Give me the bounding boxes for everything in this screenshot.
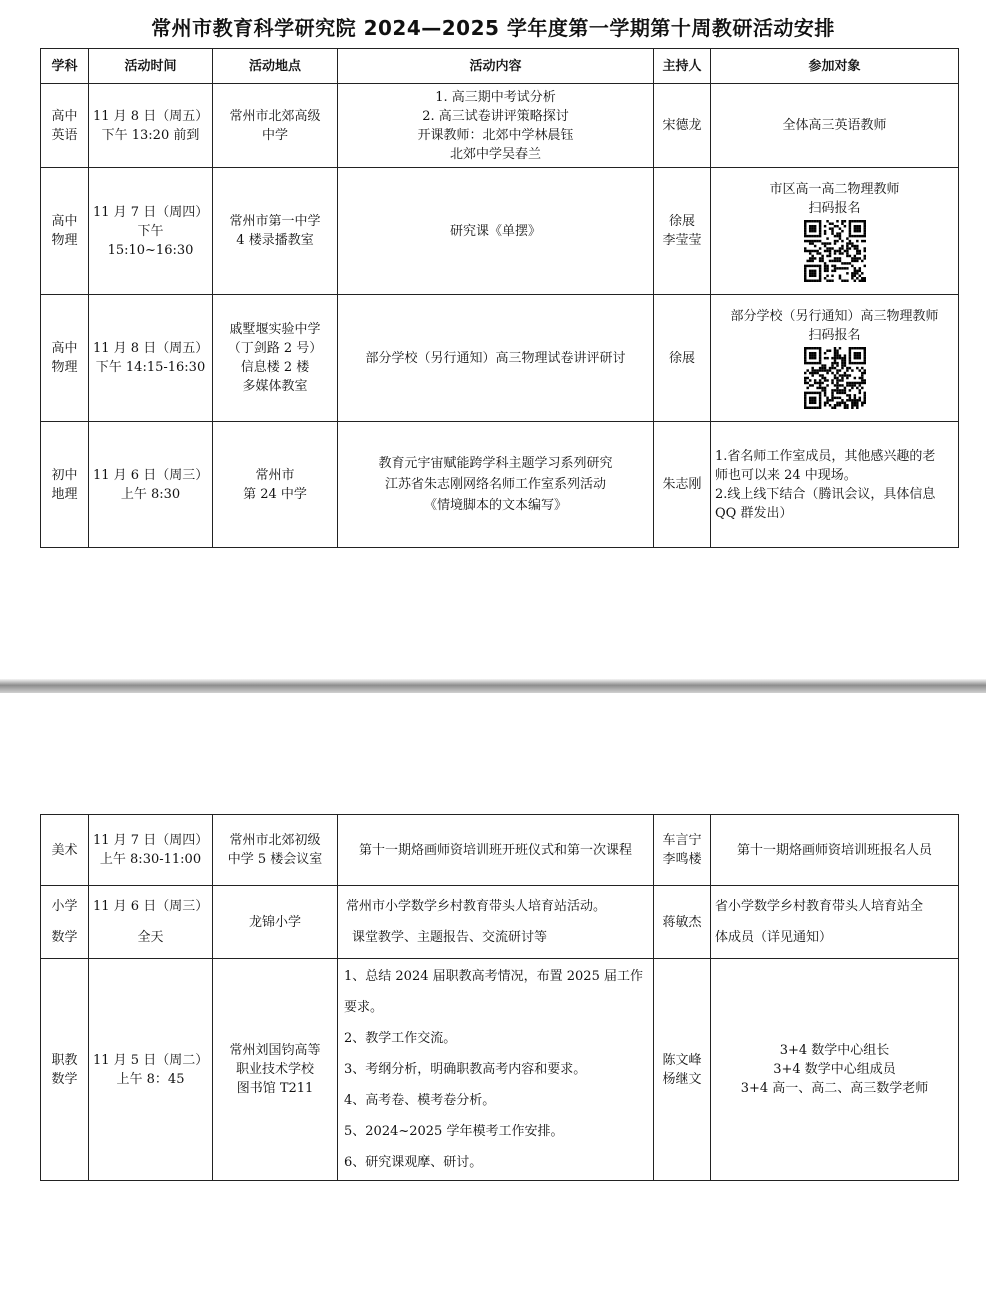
subject-cell: 初中 地理 — [41, 422, 89, 548]
content-cell: 部分学校（另行通知）高三物理试卷讲评研讨 — [338, 295, 654, 422]
host-cell: 蒋敏杰 — [654, 886, 711, 959]
header-time: 活动时间 — [89, 49, 213, 84]
time-cell: 11 月 6 日（周三） 全天 — [89, 886, 213, 959]
host-cell: 陈文峰 杨继文 — [654, 959, 711, 1181]
subject-cell: 职教 数学 — [41, 959, 89, 1181]
place-cell: 常州市北郊初级 中学 5 楼会议室 — [213, 815, 338, 886]
participants-cell: 省小学数学乡村教育带头人培育站全 体成员（详见通知） — [711, 886, 959, 959]
header-participants: 参加对象 — [711, 49, 959, 84]
page-separator — [0, 679, 986, 693]
time-cell: 11 月 8 日（周五） 下午 13:20 前到 — [89, 84, 213, 168]
table-row — [41, 959, 959, 1181]
host-cell: 宋德龙 — [654, 84, 711, 168]
host-cell: 朱志刚 — [654, 422, 711, 548]
host-cell: 徐展 — [654, 295, 711, 422]
schedule-table-page-1 — [40, 48, 959, 548]
place-cell: 戚墅堰实验中学 （丁剑路 2 号） 信息楼 2 楼 多媒体教室 — [213, 295, 338, 422]
time-cell: 11 月 5 日（周二） 上午 8：45 — [89, 959, 213, 1181]
qr-code-icon[interactable] — [804, 347, 866, 409]
subject-cell: 小学 数学 — [41, 886, 89, 959]
qr-code-icon[interactable] — [804, 220, 866, 282]
place-cell: 龙锦小学 — [213, 886, 338, 959]
subject-cell: 高中 物理 — [41, 295, 89, 422]
table-row — [41, 886, 959, 959]
place-cell: 常州市北郊高级 中学 — [213, 84, 338, 168]
host-cell: 徐展 李莹莹 — [654, 168, 711, 295]
time-cell: 11 月 7 日（周四） 上午 8:30-11:00 — [89, 815, 213, 886]
place-cell: 常州刘国钧高等 职业技术学校 图书馆 T211 — [213, 959, 338, 1181]
header-content: 活动内容 — [338, 49, 654, 84]
subject-cell: 美术 — [41, 815, 89, 886]
time-cell: 11 月 8 日（周五） 下午 14:15-16:30 — [89, 295, 213, 422]
content-cell: 教育元宇宙赋能跨学科主题学习系列研究 江苏省朱志刚网络名师工作室系列活动 《情境脚本的文本编写》 — [338, 422, 654, 548]
participants-cell: 3+4 数学中心组长 3+4 数学中心组成员 3+4 高一、高二、高三数学老师 — [711, 959, 959, 1181]
participants-cell: 全体高三英语教师 — [711, 84, 959, 168]
schedule-table-page-2 — [40, 814, 959, 1181]
subject-cell: 高中 英语 — [41, 84, 89, 168]
participants-cell: 1.省名师工作室成员，其他感兴趣的老 师也可以来 24 中现场。 2.线上线下结合（腾讯会议，具体信息 QQ 群发出） — [711, 422, 959, 548]
table-row — [41, 295, 959, 422]
participants-cell: 第十一期烙画师资培训班报名人员 — [711, 815, 959, 886]
time-cell: 11 月 7 日（周四） 下午 15:10~16:30 — [89, 168, 213, 295]
time-cell: 11 月 6 日（周三） 上午 8:30 — [89, 422, 213, 548]
table-row — [41, 422, 959, 548]
subject-cell: 高中 物理 — [41, 168, 89, 295]
page-title: 常州市教育科学研究院 2024—2025 学年度第一学期第十周教研活动安排 — [151, 16, 835, 40]
content-cell: 第十一期烙画师资培训班开班仪式和第一次课程 — [338, 815, 654, 886]
content-cell: 1、总结 2024 届职教高考情况，布置 2025 届工作 要求。 2、教学工作交流。 3、考纲分析，明确职教高考内容和要求。 4、高考卷、模考卷分析。 5、2024~2025 学年模考工作安排。 6、研究课观摩、研讨。 — [338, 959, 654, 1181]
place-cell: 常州市 第 24 中学 — [213, 422, 338, 548]
participants-cell: 市区高一高二物理教师 扫码报名 — [711, 168, 959, 295]
table-row — [41, 815, 959, 886]
host-cell: 车言宁 李鸣楼 — [654, 815, 711, 886]
content-cell: 常州市小学数学乡村教育带头人培育站活动。 课堂教学、主题报告、交流研讨等 — [338, 886, 654, 959]
header-place: 活动地点 — [213, 49, 338, 84]
table-row — [41, 168, 959, 295]
table-header-row — [41, 49, 959, 84]
content-cell: 1. 高三期中考试分析 2. 高三试卷讲评策略探讨 开课教师：北郊中学林晨钰 北郊中学吴春兰 — [338, 84, 654, 168]
participants-cell: 部分学校（另行通知）高三物理教师 扫码报名 — [711, 295, 959, 422]
table-row — [41, 84, 959, 168]
content-cell: 研究课《单摆》 — [338, 168, 654, 295]
header-subject: 学科 — [41, 49, 89, 84]
place-cell: 常州市第一中学 4 楼录播教室 — [213, 168, 338, 295]
header-host: 主持人 — [654, 49, 711, 84]
